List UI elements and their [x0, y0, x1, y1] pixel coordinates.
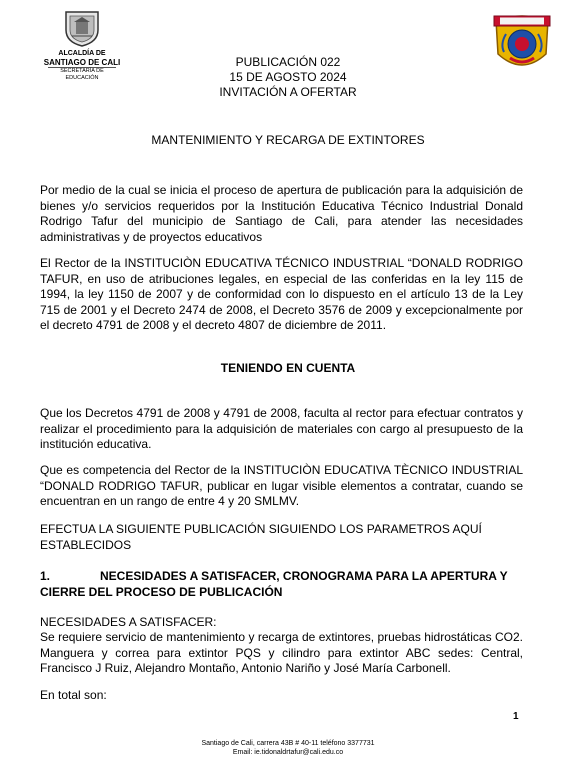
school-crest-icon: [490, 10, 554, 78]
footer-email: Email: ie.tidonaldrtafur@cali.edu.co: [232, 749, 344, 756]
alcaldia-line2: SANTIAGO DE CALI: [43, 58, 121, 67]
subject-title: MANTENIMIENTO Y RECARGA DE EXTINTORES: [151, 133, 425, 147]
city-seal-icon: [62, 8, 102, 48]
alcaldia-logo: [42, 8, 122, 82]
needs-text: Se requiere servicio de mantenimiento y recarga de extintores, pruebas hidrostáticas CO2. Manguera y correa para extintor PQS y cilindro para extintor ABC sedes: Central, Francisco J Ruiz, Alejandro Montaño, Antonio Nariño y José María Carbonell.: [40, 630, 523, 675]
page-number: 1: [513, 711, 519, 722]
alcaldia-line1: ALCALDÍA DE: [58, 50, 106, 57]
footer-address: Santiago de Cali, carrera 43B # 40-11 teléfono 3377731: [201, 740, 375, 747]
publication-date: 15 DE AGOSTO 2024: [229, 70, 347, 84]
total-label: En total son:: [40, 688, 107, 702]
rector-paragraph: El Rector de la INSTITUCIÒN EDUCATIVA TÉCNICO INDUSTRIAL “DONALD RODRIGO TAFUR, en uso de atribuciones legales, en especial de las conferidas en la ley 115 de 1994, la ley 1150 de 2007 y de conformidad con lo dispuesto en el artículo 13 de la Ley 715 de 2001 y el Decreto 2474 de 2008, el Decreto 3576 de 2009 y excepcionalmente por el decreto 4791 de 2008 y el decreto 4807 de diciembre de 2011.: [40, 256, 523, 332]
intro-paragraph: Por medio de la cual se inicia el proceso de apertura de publicación para la adquisición de bienes y/o servicios requeridos por la Institución Educativa Técnico Industrial Donald Rodrigo Tafur del municipio de Santiago de Cali, para atender las necesidades administrativas y de proyectos educativos: [40, 183, 523, 244]
section-1-title: NECESIDADES A SATISFACER, CRONOGRAMA PARA LA APERTURA Y CIERRE DEL PROCESO DE PUBLICACIÓN: [40, 569, 508, 599]
needs-label: NECESIDADES A SATISFACER:: [40, 615, 217, 629]
invitation-title: INVITACIÓN A OFERTAR: [219, 85, 357, 99]
section-1-number: 1.: [40, 569, 51, 583]
considering-paragraph-2: Que es competencia del Rector de la INSTITUCIÒN EDUCATIVA TÈCNICO INDUSTRIAL “DONALD RODRIGO TAFUR, publicar en lugar visible elementos a contratar, cuando se encuentran en un rango de entre 4 y 20 SMLMV.: [40, 463, 523, 508]
considering-heading: TENIENDO EN CUENTA: [220, 361, 356, 375]
publication-number: PUBLICACIÓN 022: [235, 55, 341, 69]
effect-line: EFECTUA LA SIGUIENTE PUBLICACIÓN SIGUIENDO LOS PARAMETROS AQUÍ ESTABLECIDOS: [40, 522, 482, 552]
considering-paragraph-1: Que los Decretos 4791 de 2008 y 4791 de 2008, faculta al rector para efectuar contratos y realizar el procedimiento para la adquisición de materiales con cargo al presupuesto de la institución educativa.: [40, 406, 523, 451]
alcaldia-line3: SECRETARÍA DE EDUCACIÓN: [48, 67, 116, 82]
